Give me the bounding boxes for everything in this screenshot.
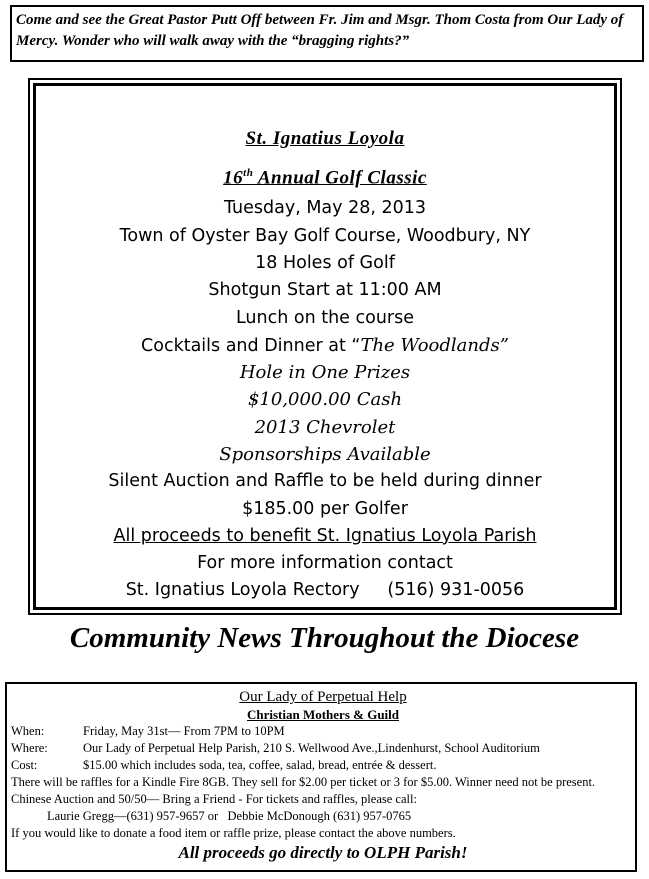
donate-info: If you would like to donate a food item or raffle prize, please contact the above numbers. xyxy=(11,826,456,840)
sponsorships: Sponsorships Available xyxy=(219,444,431,465)
detail-label: When: xyxy=(11,724,45,738)
detail-row xyxy=(11,723,635,740)
detail-label: Cost: xyxy=(11,758,38,772)
benefit: All proceeds to benefit St. Ignatius Loyola Parish xyxy=(113,525,537,546)
detail-row xyxy=(11,757,635,774)
event-lunch: Lunch on the course xyxy=(235,307,415,328)
contact: St. Ignatius Loyola Rectory (516) 931-0056 xyxy=(125,580,525,601)
prize-car: 2013 Chevrolet xyxy=(254,416,396,438)
dinner-suffix: ” xyxy=(499,334,509,356)
detail-row xyxy=(11,740,635,757)
olph-announcement xyxy=(5,682,637,872)
olph-title: Our Lady of Perpetual Help xyxy=(239,689,407,705)
edition-suffix: th xyxy=(243,167,254,179)
dinner-place: The Woodlands xyxy=(360,334,500,356)
detail-label: Where: xyxy=(11,741,48,755)
edition-number: 16 xyxy=(223,167,244,189)
raffle-info: There will be raffles for a Kindle Fire 8GB. They sell for $2.00 per ticket or 3 for $5.00. Winner need not be present. Chinese Auction and 50/50— Bring a Friend - For tickets and raffles, please call: xyxy=(11,775,596,806)
prize-cash: $10,000.00 Cash xyxy=(247,389,403,411)
info: For more information contact xyxy=(197,553,453,574)
notice-text: Come and see the Great Pastor Putt Off between Fr. Jim and Msgr. Thom Costa from Our Lady of Mercy. Wonder who will walk away with the “bragging rights?” xyxy=(16,12,624,49)
event-venue: Town of Oyster Bay Golf Course, Woodbury, NY xyxy=(119,225,531,246)
detail-value: Friday, May 31st— From 7PM to 10PM xyxy=(83,724,285,738)
event-date: Tuesday, May 28, 2013 xyxy=(224,198,426,219)
event-holes: 18 Holes of Golf xyxy=(255,252,395,273)
dinner-prefix: Cocktails and Dinner at “ xyxy=(141,335,361,356)
section-heading: Community News Throughout the Diocese xyxy=(69,622,580,654)
olph-subtitle: Christian Mothers & Guild xyxy=(246,707,400,722)
prizes: Hole in One Prizes xyxy=(239,362,411,384)
detail-value: $15.00 which includes soda, tea, coffee, salad, bread, entrée & dessert. xyxy=(83,758,437,772)
subtitle-text: Annual Golf Classic xyxy=(253,167,427,189)
price: $185.00 per Golfer xyxy=(242,498,408,519)
closing-line: All proceeds go directly to OLPH Parish! xyxy=(178,843,468,862)
flyer-subtitle xyxy=(28,156,622,195)
auction: Silent Auction and Raffle to be held during dinner xyxy=(108,471,542,492)
event-start: Shotgun Start at 11:00 AM xyxy=(208,280,442,301)
putt-off-notice xyxy=(10,5,644,62)
contacts: Laurie Gregg—(631) 957-9657 or Debbie McDonough (631) 957-0765 xyxy=(47,809,412,823)
event-dinner xyxy=(28,332,622,359)
detail-value: Our Lady of Perpetual Help Parish, 210 S. Wellwood Ave.,Lindenhurst, School Auditorium xyxy=(83,741,540,755)
golf-flyer xyxy=(28,122,622,605)
flyer-title: St. Ignatius Loyola xyxy=(245,128,405,149)
